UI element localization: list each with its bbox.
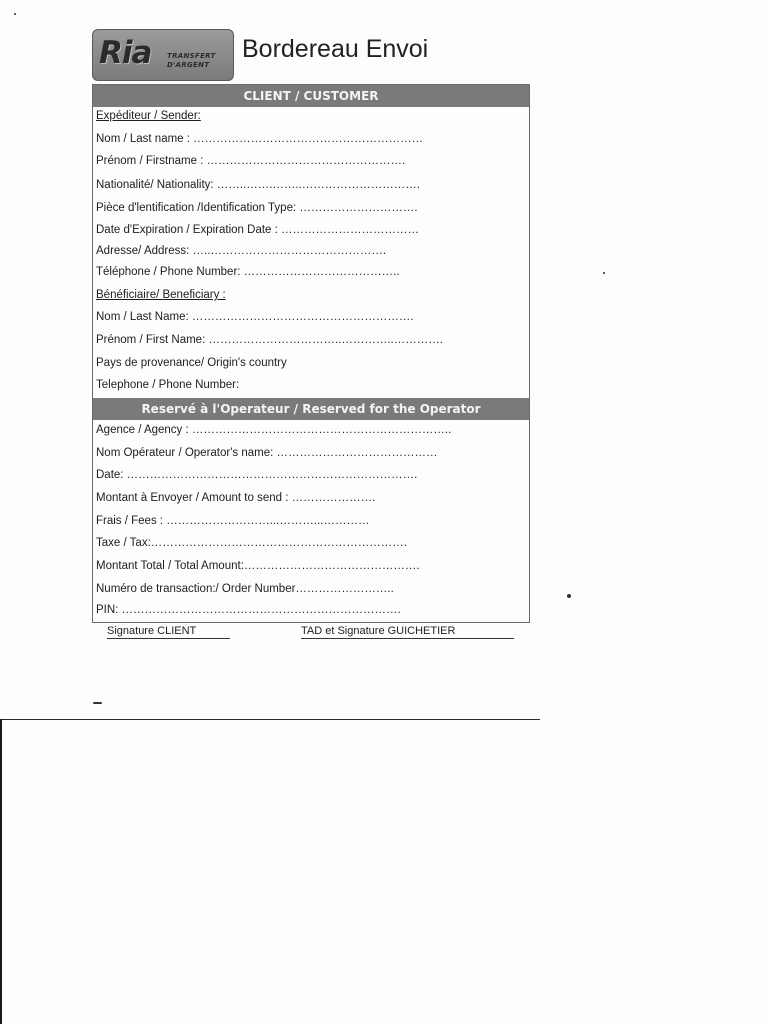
beneficiary-last-name-field: Nom / Last Name: …………………………………………………. — [96, 311, 414, 323]
operator-order-number-field: Numéro de transaction:/ Order Number…………………….. — [96, 583, 394, 595]
client-signature-line: Signature CLIENT — [107, 625, 230, 639]
operator-total-amount-field: Montant Total / Total Amount:………………………………………. — [96, 560, 420, 572]
beneficiary-phone-field: Telephone / Phone Number: — [96, 379, 240, 391]
beneficiary-origin-country-field: Pays de provenance/ Origin's country — [96, 357, 287, 369]
logo-wordmark: Ria — [99, 35, 152, 71]
sender-id-expiration-field: Date d'Expiration / Expiration Date : ……………………………… — [96, 224, 420, 236]
scan-speck — [567, 594, 571, 598]
operator-agency-field: Agence / Agency : ………………………………………………………….. — [96, 424, 452, 436]
operator-tax-field: Taxe / Tax:…………………………………………………………. — [96, 537, 407, 549]
operator-fees-field: Frais / Fees : ………………………...………...………… — [96, 515, 370, 527]
scan-edge-vertical — [0, 719, 2, 1024]
ria-logo — [92, 29, 234, 81]
operator-pin-field: PIN: ………………………………………………………………. — [96, 604, 401, 616]
client-section-header: CLIENT / CUSTOMER — [93, 85, 529, 107]
cashier-signature-line: TAD et Signature GUICHETIER — [301, 625, 514, 639]
transfer-form — [92, 84, 530, 623]
sender-last-name-field: Nom / Last name : …………………………………………………… — [96, 133, 424, 145]
logo-tagline: TRANSFERT D'ARGENT — [167, 52, 216, 69]
sender-heading: Expéditeur / Sender: — [96, 110, 201, 122]
operator-section-header: Reservé à l'Operateur / Reserved for the Operator — [93, 398, 529, 420]
scan-speck — [603, 272, 605, 274]
operator-amount-field: Montant à Envoyer / Amount to send : …………………. — [96, 492, 376, 504]
scan-speck — [14, 13, 16, 15]
beneficiary-heading: Bénéficiaire/ Beneficiary : — [96, 289, 226, 301]
operator-date-field: Date: …………………………………………………………………. — [96, 469, 418, 481]
scan-edge-horizontal — [0, 719, 540, 720]
beneficiary-first-name-field: Prénom / First Name: ……………………………..…………..…………. — [96, 334, 443, 346]
sender-nationality-field: Nationalité/ Nationality: ……..…….……..…………………………. — [96, 179, 420, 191]
sender-id-type-field: Pièce d'lentification /Identification Type: …………………………. — [96, 202, 418, 214]
scan-speck — [93, 702, 102, 704]
sender-first-name-field: Prénom / Firstname : ……………………………………………. — [96, 155, 406, 167]
document-title: Bordereau Envoi — [242, 35, 429, 63]
operator-name-field: Nom Opérateur / Operator's name: …………………………………… — [96, 447, 438, 459]
sender-phone-field: Téléphone / Phone Number: ………………………………….. — [96, 266, 400, 278]
sender-address-field: Adresse/ Address: …..………………………………………. — [96, 245, 387, 257]
